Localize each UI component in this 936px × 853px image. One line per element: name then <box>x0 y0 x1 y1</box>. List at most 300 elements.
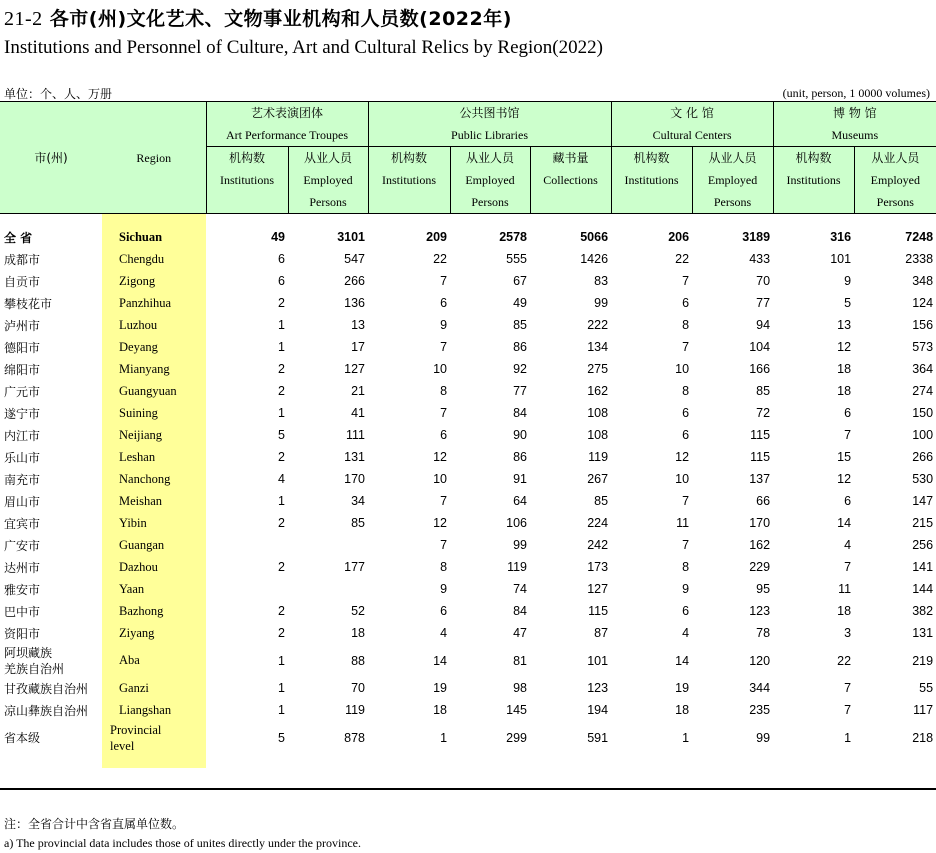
subheader-en-7: Institutions <box>773 169 854 191</box>
data-cell: 2 <box>278 516 285 530</box>
region-name-en: Panzhihua <box>102 292 206 314</box>
data-cell: 9 <box>682 582 690 596</box>
data-cell: 2578 <box>499 230 528 244</box>
data-cell: 299 <box>506 730 528 745</box>
data-cell: 99 <box>513 538 528 552</box>
data-cell: 127 <box>587 582 609 596</box>
data-cell: 7 <box>844 428 852 442</box>
data-cell-spacer <box>206 214 288 227</box>
data-cell: 19 <box>433 681 448 695</box>
data-cell: 4 <box>844 538 852 552</box>
data-cell: 344 <box>749 681 771 695</box>
header-region-en: Region <box>102 102 206 214</box>
data-cell: 1 <box>278 703 285 717</box>
group-header-cn-3: 博 物 馆 <box>773 102 936 124</box>
data-cell: 8 <box>440 384 448 398</box>
subheader-en2-0 <box>206 191 288 214</box>
subheader-en2-3: Persons <box>450 191 530 214</box>
data-cell: 14 <box>433 653 448 668</box>
region-name-en: Dazhou <box>102 556 206 578</box>
table-row <box>0 578 936 600</box>
subheader-en2-4 <box>530 191 611 214</box>
data-cell: 123 <box>749 604 771 618</box>
data-cell: 229 <box>749 560 771 574</box>
subheader-en-6: Employed <box>692 169 773 191</box>
data-cell: 6 <box>278 274 285 288</box>
data-cell: 11 <box>676 516 690 530</box>
data-cell: 86 <box>513 450 528 464</box>
region-name-en: Chengdu <box>102 248 206 270</box>
data-cell: 1 <box>278 494 285 508</box>
data-cell-spacer <box>854 214 936 227</box>
data-cell: 6 <box>844 494 852 508</box>
data-cell: 5 <box>278 730 285 745</box>
data-cell: 119 <box>507 560 528 574</box>
unit-label-cn: 单位：个、人、万册 <box>4 87 113 101</box>
table-row <box>0 270 936 292</box>
region-name-en: Ganzi <box>102 677 206 699</box>
data-cell: 99 <box>594 296 609 310</box>
region-name-en: Liangshan <box>102 699 206 721</box>
data-cell: 18 <box>837 362 852 376</box>
data-cell: 10 <box>433 472 448 486</box>
data-cell: 7 <box>440 340 448 354</box>
data-cell <box>288 534 368 556</box>
data-cell: 18 <box>675 703 690 717</box>
region-name-en: Leshan <box>102 446 206 468</box>
data-cell: 14 <box>675 653 690 668</box>
data-cell: 7 <box>844 703 852 717</box>
region-name-en: Yibin <box>102 512 206 534</box>
data-cell: 8 <box>682 560 690 574</box>
data-cell: 2 <box>278 384 285 398</box>
data-cell: 10 <box>433 362 448 376</box>
data-cell: 9 <box>844 274 852 288</box>
region-name-cn: 眉山市 <box>4 494 41 509</box>
data-cell: 4 <box>440 626 448 640</box>
data-cell-spacer <box>611 214 692 227</box>
data-cell: 266 <box>912 450 934 464</box>
data-cell: 74 <box>513 582 528 596</box>
region-name-en: Meishan <box>102 490 206 512</box>
data-cell-spacer <box>773 754 854 768</box>
region-name-en: Guangyuan <box>102 380 206 402</box>
data-cell: 6 <box>682 428 690 442</box>
region-name-en: Suining <box>102 402 206 424</box>
data-cell: 91 <box>513 472 528 486</box>
region-name-cn: 达州市 <box>4 560 41 575</box>
table-bottom-rule <box>0 788 936 790</box>
subheader-en2-7 <box>773 191 854 214</box>
group-header-cn-2: 文 化 馆 <box>611 102 773 124</box>
region-name-cn: 甘孜藏族自治州 <box>4 681 89 696</box>
data-cell: 10 <box>675 472 690 486</box>
data-cell: 7 <box>682 340 690 354</box>
region-cell-spacer <box>0 214 102 227</box>
data-cell: 22 <box>675 252 690 266</box>
region-name-en: Sichuan <box>102 226 206 248</box>
data-cell: 7 <box>682 274 690 288</box>
data-cell: 147 <box>912 494 934 508</box>
region-name-cn: 巴中市 <box>4 604 41 619</box>
data-cell <box>206 578 288 600</box>
data-cell: 5 <box>844 296 852 310</box>
region-name-en: Aba <box>102 644 206 677</box>
data-cell: 12 <box>675 450 690 464</box>
data-cell: 52 <box>351 604 366 618</box>
data-cell: 274 <box>912 384 934 398</box>
region-name-en: Yaan <box>102 578 206 600</box>
region-name-cn: 德阳市 <box>4 340 41 355</box>
data-cell-spacer <box>288 754 368 768</box>
data-cell: 7 <box>440 274 448 288</box>
data-cell: 131 <box>344 450 366 464</box>
data-cell: 5 <box>278 428 285 442</box>
data-cell: 8 <box>440 560 448 574</box>
data-cell: 85 <box>594 494 609 508</box>
table-row <box>0 677 936 699</box>
group-header-en-1: Public Libraries <box>368 124 611 147</box>
data-cell: 2 <box>278 604 285 618</box>
table-row <box>0 644 936 677</box>
data-cell-spacer <box>773 214 854 227</box>
data-cell: 66 <box>756 494 771 508</box>
data-cell: 87 <box>594 626 609 640</box>
data-cell: 145 <box>506 703 528 717</box>
data-cell: 12 <box>433 516 448 530</box>
data-cell: 18 <box>837 384 852 398</box>
data-cell: 94 <box>756 318 771 332</box>
data-cell <box>288 578 368 600</box>
data-cell: 70 <box>351 681 366 695</box>
subheader-en2-5 <box>611 191 692 214</box>
data-cell: 34 <box>351 494 366 508</box>
data-cell: 177 <box>344 560 366 574</box>
region-name-cn: 内江市 <box>4 428 41 443</box>
table-title-cn <box>4 4 512 31</box>
data-cell-spacer <box>692 754 773 768</box>
data-cell: 49 <box>513 296 528 310</box>
data-cell: 2 <box>278 450 285 464</box>
subheader-en-5: Institutions <box>611 169 692 191</box>
table-row <box>0 314 936 336</box>
data-cell: 12 <box>433 450 448 464</box>
data-cell: 2338 <box>905 252 934 266</box>
data-cell: 104 <box>749 340 771 354</box>
data-cell: 119 <box>345 703 366 717</box>
data-cell: 215 <box>912 516 934 530</box>
data-cell: 117 <box>913 703 934 717</box>
data-cell-spacer <box>611 754 692 768</box>
region-name-en: Mianyang <box>102 358 206 380</box>
data-cell: 100 <box>912 428 934 442</box>
data-cell: 101 <box>587 653 609 668</box>
table-row <box>0 402 936 424</box>
data-cell: 2 <box>278 626 285 640</box>
data-cell: 218 <box>912 730 934 745</box>
data-cell: 67 <box>513 274 528 288</box>
region-cell-spacer <box>102 214 206 227</box>
table-row <box>0 600 936 622</box>
data-cell-spacer <box>854 754 936 768</box>
region-name-cn: 凉山彝族自治州 <box>4 703 89 718</box>
data-cell: 13 <box>837 318 852 332</box>
data-cell: 124 <box>912 296 934 310</box>
subheader-cn-8: 从业人员 <box>854 147 936 170</box>
table-row <box>0 248 936 270</box>
subheader-cn-1: 从业人员 <box>288 147 368 170</box>
data-cell: 49 <box>271 230 285 244</box>
data-cell: 10 <box>675 362 690 376</box>
data-cell: 166 <box>749 362 771 376</box>
data-cell: 137 <box>749 472 771 486</box>
data-cell: 170 <box>749 516 771 530</box>
group-header-cn-1: 公共图书馆 <box>368 102 611 124</box>
data-cell: 555 <box>506 252 528 266</box>
group-header-en-0: Art Performance Troupes <box>206 124 368 147</box>
data-cell: 136 <box>344 296 366 310</box>
data-cell: 98 <box>513 681 528 695</box>
data-cell: 83 <box>594 274 609 288</box>
data-cell: 162 <box>587 384 609 398</box>
data-cell: 120 <box>749 653 771 668</box>
data-cell: 108 <box>587 406 609 420</box>
data-cell: 1 <box>278 406 285 420</box>
data-cell: 433 <box>749 252 771 266</box>
data-cell: 6 <box>844 406 852 420</box>
table-row <box>0 336 936 358</box>
data-cell-spacer <box>206 754 288 768</box>
data-cell: 95 <box>756 582 771 596</box>
table-row <box>0 468 936 490</box>
data-cell: 6 <box>440 296 448 310</box>
data-cell: 99 <box>756 730 771 745</box>
data-cell: 7 <box>440 406 448 420</box>
data-cell: 22 <box>837 653 852 668</box>
data-cell: 1426 <box>580 252 609 266</box>
data-cell-spacer <box>530 754 611 768</box>
data-cell: 7 <box>844 560 852 574</box>
data-cell: 119 <box>588 450 609 464</box>
data-cell: 19 <box>675 681 690 695</box>
title-cn-text: 各市(州)文化艺术、文物事业机构和人员数(2022年) <box>49 8 512 30</box>
table-row <box>0 424 936 446</box>
data-cell: 22 <box>433 252 448 266</box>
region-name-en: Ziyang <box>102 622 206 644</box>
data-cell: 101 <box>830 252 852 266</box>
data-cell: 3 <box>844 626 852 640</box>
data-cell: 173 <box>587 560 609 574</box>
data-cell: 141 <box>912 560 934 574</box>
region-name-cn: 南充市 <box>4 472 41 487</box>
table-row <box>0 380 936 402</box>
data-cell: 1 <box>278 653 285 668</box>
region-name-cn: 绵阳市 <box>4 362 41 377</box>
subheader-en2-2 <box>368 191 450 214</box>
data-cell: 14 <box>837 516 852 530</box>
region-name-cn: 广元市 <box>4 384 41 399</box>
data-cell: 3101 <box>337 230 366 244</box>
data-cell: 6 <box>278 252 285 266</box>
data-cell: 84 <box>513 604 528 618</box>
data-cell: 7 <box>682 538 690 552</box>
subheader-cn-7: 机构数 <box>773 147 854 170</box>
data-cell: 6 <box>440 428 448 442</box>
data-cell-spacer <box>450 754 530 768</box>
region-name-en: Zigong <box>102 270 206 292</box>
region-name-cn: 省本级 <box>4 731 41 745</box>
data-cell: 84 <box>513 406 528 420</box>
data-cell: 123 <box>587 681 609 695</box>
subheader-en-8: Employed <box>854 169 936 191</box>
table-row <box>0 622 936 644</box>
data-cell: 878 <box>344 730 366 745</box>
region-cell-spacer <box>0 754 102 768</box>
subheader-cn-0: 机构数 <box>206 147 288 170</box>
data-cell <box>206 534 288 556</box>
data-cell: 9 <box>440 318 448 332</box>
table-row <box>0 534 936 556</box>
data-cell: 224 <box>587 516 609 530</box>
subheader-cn-4: 藏书量 <box>530 147 611 170</box>
data-cell: 1 <box>278 340 285 354</box>
table-row <box>0 446 936 468</box>
data-cell-spacer <box>368 214 450 227</box>
data-cell: 111 <box>346 428 366 442</box>
data-cell: 6 <box>682 296 690 310</box>
data-cell: 209 <box>426 230 448 244</box>
region-name-cn: 宜宾市 <box>4 516 41 531</box>
region-name-cn: 遂宁市 <box>4 406 41 421</box>
data-cell: 81 <box>513 653 528 668</box>
data-cell: 382 <box>912 604 934 618</box>
data-cell: 222 <box>587 318 609 332</box>
data-cell: 85 <box>351 516 366 530</box>
data-cell: 90 <box>513 428 528 442</box>
data-cell: 106 <box>506 516 528 530</box>
region-name-cn: 雅安市 <box>4 582 41 597</box>
region-name-cn: 全 省 <box>4 230 33 245</box>
data-cell: 206 <box>668 230 690 244</box>
data-cell: 1 <box>440 730 448 745</box>
data-cell: 2 <box>278 560 285 574</box>
subheader-en-4: Collections <box>530 169 611 191</box>
data-cell: 2 <box>278 296 285 310</box>
subheader-cn-3: 从业人员 <box>450 147 530 170</box>
region-name-en: Provincial level <box>102 721 206 754</box>
data-cell: 7248 <box>905 230 934 244</box>
data-cell: 316 <box>830 230 852 244</box>
table-row <box>0 358 936 380</box>
region-name-cn: 广安市 <box>4 538 41 553</box>
data-cell: 15 <box>837 450 852 464</box>
table-row <box>0 226 936 248</box>
data-cell: 88 <box>351 653 366 668</box>
subheader-en-1: Employed <box>288 169 368 191</box>
table-row <box>0 721 936 754</box>
footnote-en: a) The provincial data includes those of unites directly under the province. <box>4 836 361 850</box>
data-cell: 275 <box>587 362 609 376</box>
data-cell-spacer <box>692 214 773 227</box>
data-table <box>0 102 936 768</box>
data-cell: 7 <box>440 494 448 508</box>
footnote-cn: 注：全省合计中含省直属单位数。 <box>4 817 185 831</box>
data-cell: 131 <box>912 626 934 640</box>
data-cell: 8 <box>682 384 690 398</box>
region-name-cn: 自贡市 <box>4 274 41 289</box>
data-cell: 219 <box>912 653 934 668</box>
data-cell: 77 <box>513 384 528 398</box>
data-cell: 18 <box>351 626 366 640</box>
data-cell: 70 <box>756 274 771 288</box>
data-cell: 4 <box>682 626 690 640</box>
data-cell: 150 <box>912 406 934 420</box>
data-cell: 11 <box>838 582 852 596</box>
data-cell: 115 <box>750 428 771 442</box>
data-cell: 85 <box>513 318 528 332</box>
data-cell: 127 <box>344 362 366 376</box>
data-cell-spacer <box>530 214 611 227</box>
data-cell: 242 <box>587 538 609 552</box>
table-row <box>0 490 936 512</box>
data-cell: 170 <box>344 472 366 486</box>
data-cell: 55 <box>919 681 934 695</box>
data-cell: 530 <box>912 472 934 486</box>
subheader-en2-1: Persons <box>288 191 368 214</box>
data-cell: 7 <box>440 538 448 552</box>
region-name-cn: 成都市 <box>4 252 41 267</box>
region-name-en: Guangan <box>102 534 206 556</box>
table-row <box>0 699 936 721</box>
data-cell: 4 <box>278 472 285 486</box>
table-row <box>0 292 936 314</box>
subheader-cn-5: 机构数 <box>611 147 692 170</box>
subheader-en-2: Institutions <box>368 169 450 191</box>
data-cell: 7 <box>844 681 852 695</box>
data-cell: 591 <box>587 730 609 745</box>
table-row <box>0 512 936 534</box>
table-row <box>0 556 936 578</box>
data-cell: 72 <box>756 406 771 420</box>
data-cell: 77 <box>756 296 771 310</box>
data-cell: 86 <box>513 340 528 354</box>
data-cell: 6 <box>440 604 448 618</box>
data-cell: 3189 <box>742 230 771 244</box>
subheader-cn-2: 机构数 <box>368 147 450 170</box>
data-cell: 7 <box>682 494 690 508</box>
data-cell: 235 <box>749 703 771 717</box>
data-cell: 6 <box>682 406 690 420</box>
header-region-cn: 市(州) <box>0 102 102 214</box>
data-cell: 12 <box>837 340 852 354</box>
data-cell: 17 <box>351 340 366 354</box>
region-name-cn: 泸州市 <box>4 318 41 333</box>
unit-label-en: (unit, person, 1 0000 volumes) <box>782 86 930 100</box>
data-cell: 348 <box>912 274 934 288</box>
data-cell: 266 <box>344 274 366 288</box>
subheader-en2-6: Persons <box>692 191 773 214</box>
data-cell: 85 <box>756 384 771 398</box>
group-header-en-3: Museums <box>773 124 936 147</box>
data-cell: 256 <box>912 538 934 552</box>
data-cell: 21 <box>351 384 366 398</box>
data-cell: 18 <box>433 703 448 717</box>
region-name-cn: 攀枝花市 <box>4 296 53 311</box>
region-name-en: Nanchong <box>102 468 206 490</box>
region-name-en: Luzhou <box>102 314 206 336</box>
data-cell: 92 <box>513 362 528 376</box>
data-cell: 144 <box>912 582 934 596</box>
